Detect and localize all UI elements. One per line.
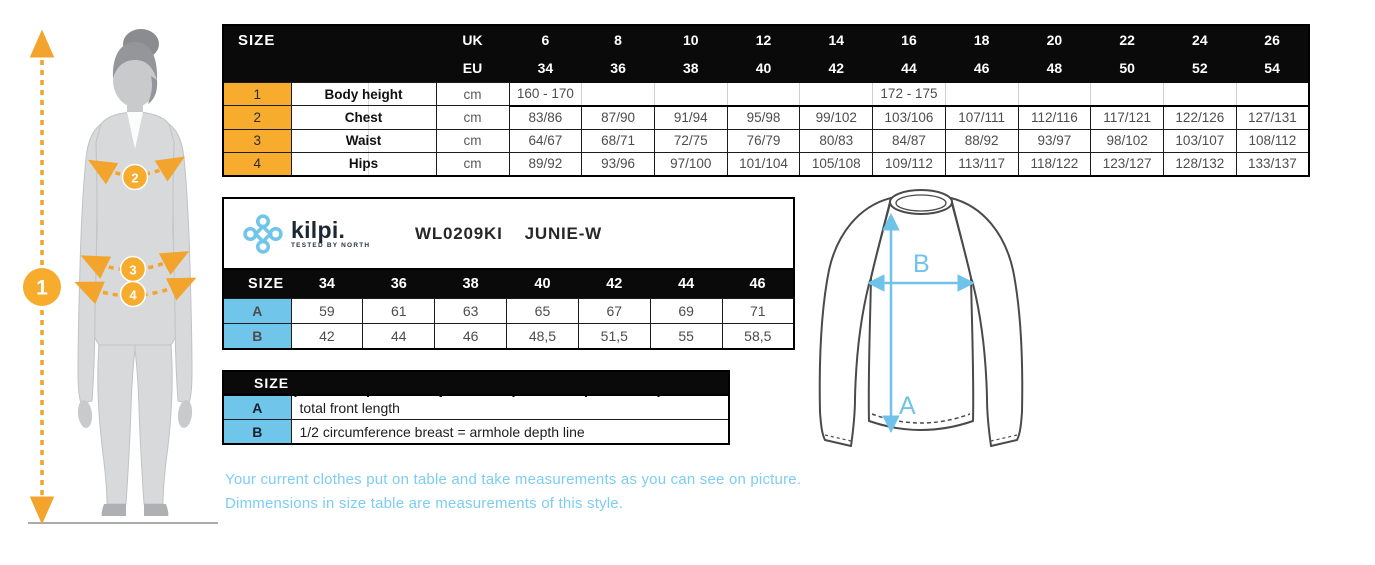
uk-label: UK: [436, 25, 509, 54]
size-cell: 36: [363, 269, 435, 299]
body-size-table: [222, 24, 1310, 177]
value-cell: 83/86: [509, 106, 582, 130]
shirt-outline: [820, 190, 1022, 446]
legend-row-a: [223, 395, 729, 420]
value-cell: 93/96: [582, 152, 655, 176]
eu-size-cell: 34: [509, 54, 582, 83]
empty-header-cell: [223, 54, 436, 83]
front-length-label: A: [899, 392, 916, 420]
unit-cell: cm: [436, 129, 509, 152]
eu-size-cell: 44: [873, 54, 946, 83]
legend-description-cell: 1/2 circumference breast = armhole depth line: [291, 420, 729, 445]
value-cell: 80/83: [800, 129, 873, 152]
svg-text:2: 2: [131, 170, 139, 186]
eu-size-cell: 52: [1163, 54, 1236, 83]
legend-label-cell: A: [223, 395, 291, 420]
uk-size-cell: 12: [727, 25, 800, 54]
value-cell: 61: [363, 299, 435, 324]
row-number-cell: 3: [223, 129, 291, 152]
value-cell: 123/127: [1091, 152, 1164, 176]
product-sizes-row: [223, 269, 794, 299]
uk-size-cell: 6: [509, 25, 582, 54]
value-cell: 133/137: [1236, 152, 1309, 176]
unit-cell: cm: [436, 152, 509, 176]
value-cell: [945, 83, 1018, 106]
value-cell: 128/132: [1163, 152, 1236, 176]
size-cell: 34: [291, 269, 363, 299]
value-cell: [1018, 83, 1091, 106]
value-cell: 71: [722, 299, 794, 324]
row-label-cell: Hips: [291, 152, 436, 176]
badge-4: [121, 282, 146, 307]
value-cell: 160 - 170: [509, 83, 582, 106]
table-row-waist: [223, 129, 1309, 152]
eu-label: EU: [436, 54, 509, 83]
column-ticks: [224, 394, 728, 397]
value-cell: [800, 83, 873, 106]
badge-2: [123, 165, 148, 190]
value-cell: 69: [650, 299, 722, 324]
size-cell: 44: [650, 269, 722, 299]
value-cell: 72/75: [654, 129, 727, 152]
value-cell: 113/117: [945, 152, 1018, 176]
shirt-measurement-diagram: [795, 188, 1027, 460]
brand-name: kilpi.: [291, 216, 346, 243]
unit-cell: cm: [436, 106, 509, 130]
size-header: SIZE: [222, 370, 730, 394]
value-cell: 172 - 175: [873, 83, 946, 106]
uk-sizes-row: [223, 25, 1309, 54]
value-cell: 63: [435, 299, 507, 324]
value-cell: 127/131: [1236, 106, 1309, 130]
eu-sizes-row: [223, 54, 1309, 83]
value-cell: 98/102: [1091, 129, 1164, 152]
value-cell: 101/104: [727, 152, 800, 176]
product-header: [222, 197, 795, 268]
value-cell: 103/106: [873, 106, 946, 130]
note-line-1: Your current clothes put on table and take measurements as you can see on picture.: [225, 471, 802, 488]
value-cell: 68/71: [582, 129, 655, 152]
value-cell: 67: [578, 299, 650, 324]
measurement-legend: [222, 370, 730, 445]
size-cell: 40: [507, 269, 579, 299]
product-size-chart: [222, 197, 795, 350]
eu-size-cell: 38: [654, 54, 727, 83]
row-number-cell: 2: [223, 106, 291, 130]
svg-text:1: 1: [36, 276, 48, 300]
uk-size-cell: 18: [945, 25, 1018, 54]
breast-label: B: [913, 250, 930, 278]
uk-size-cell: 16: [873, 25, 946, 54]
value-cell: [654, 83, 727, 106]
table-row-body-height: [223, 83, 1309, 106]
eu-size-cell: 40: [727, 54, 800, 83]
row-label-cell: B: [223, 324, 291, 350]
svg-text:3: 3: [129, 262, 137, 278]
row-label-cell: Chest: [291, 106, 436, 130]
value-cell: 107/111: [945, 106, 1018, 130]
value-cell: [1236, 83, 1309, 106]
value-cell: 112/116: [1018, 106, 1091, 130]
value-cell: [582, 83, 655, 106]
value-cell: [1163, 83, 1236, 106]
value-cell: 108/112: [1236, 129, 1309, 152]
eu-size-cell: 50: [1091, 54, 1164, 83]
size-header: SIZE: [223, 25, 436, 54]
value-cell: [727, 83, 800, 106]
value-cell: 118/122: [1018, 152, 1091, 176]
uk-size-cell: 14: [800, 25, 873, 54]
value-cell: 55: [650, 324, 722, 350]
unit-cell: cm: [436, 83, 509, 106]
value-cell: 109/112: [873, 152, 946, 176]
eu-size-cell: 48: [1018, 54, 1091, 83]
value-cell: 51,5: [578, 324, 650, 350]
value-cell: 97/100: [654, 152, 727, 176]
value-cell: 65: [507, 299, 579, 324]
value-cell: 44: [363, 324, 435, 350]
uk-size-cell: 26: [1236, 25, 1309, 54]
value-cell: 84/87: [873, 129, 946, 152]
value-cell: 103/107: [1163, 129, 1236, 152]
size-header: SIZE: [223, 269, 291, 299]
value-cell: 105/108: [800, 152, 873, 176]
legend-row-b: [223, 420, 729, 445]
size-cell: 42: [578, 269, 650, 299]
value-cell: [1091, 83, 1164, 106]
legend-label-cell: B: [223, 420, 291, 445]
value-cell: 64/67: [509, 129, 582, 152]
table-row-b: [223, 324, 794, 350]
eu-size-cell: 54: [1236, 54, 1309, 83]
table-row-chest: [223, 106, 1309, 130]
value-cell: 59: [291, 299, 363, 324]
body-measurement-diagram: [0, 0, 220, 545]
badge-3: [121, 257, 146, 282]
legend-description-cell: total front length: [291, 395, 729, 420]
eu-size-cell: 36: [582, 54, 655, 83]
kilpi-logo: [242, 213, 370, 255]
value-cell: 87/90: [582, 106, 655, 130]
uk-size-cell: 8: [582, 25, 655, 54]
value-cell: 95/98: [727, 106, 800, 130]
badge-1: [23, 268, 61, 306]
uk-size-cell: 20: [1018, 25, 1091, 54]
uk-size-cell: 24: [1163, 25, 1236, 54]
value-cell: 48,5: [507, 324, 579, 350]
product-code: WL0209KI: [414, 223, 503, 243]
value-cell: 89/92: [509, 152, 582, 176]
eu-size-cell: 42: [800, 54, 873, 83]
product-style-name: JUNIE-W: [524, 223, 603, 243]
svg-text:4: 4: [129, 287, 137, 303]
value-cell: 117/121: [1091, 106, 1164, 130]
value-cell: 99/102: [800, 106, 873, 130]
value-cell: 122/126: [1163, 106, 1236, 130]
knot-icon: [242, 213, 284, 255]
note-line-2: Dimmensions in size table are measurements of this style.: [225, 495, 624, 512]
row-label-cell: Body height: [291, 83, 436, 106]
value-cell: 91/94: [654, 106, 727, 130]
value-cell: 93/97: [1018, 129, 1091, 152]
value-cell: 58,5: [722, 324, 794, 350]
table-row-a: [223, 299, 794, 324]
brand-text: [291, 216, 371, 249]
uk-size-cell: 22: [1091, 25, 1164, 54]
value-cell: 46: [435, 324, 507, 350]
legend-table: [222, 394, 730, 445]
row-label-cell: Waist: [291, 129, 436, 152]
eu-size-cell: 46: [945, 54, 1018, 83]
row-number-cell: 1: [223, 83, 291, 106]
product-size-table: [222, 268, 795, 350]
row-label-cell: A: [223, 299, 291, 324]
value-cell: 42: [291, 324, 363, 350]
value-cell: 88/92: [945, 129, 1018, 152]
value-cell: 76/79: [727, 129, 800, 152]
size-cell: 46: [722, 269, 794, 299]
table-row-hips: [223, 152, 1309, 176]
row-number-cell: 4: [223, 152, 291, 176]
brand-tagline: TESTED BY NORTH: [291, 241, 371, 249]
size-cell: 38: [435, 269, 507, 299]
uk-size-cell: 10: [654, 25, 727, 54]
